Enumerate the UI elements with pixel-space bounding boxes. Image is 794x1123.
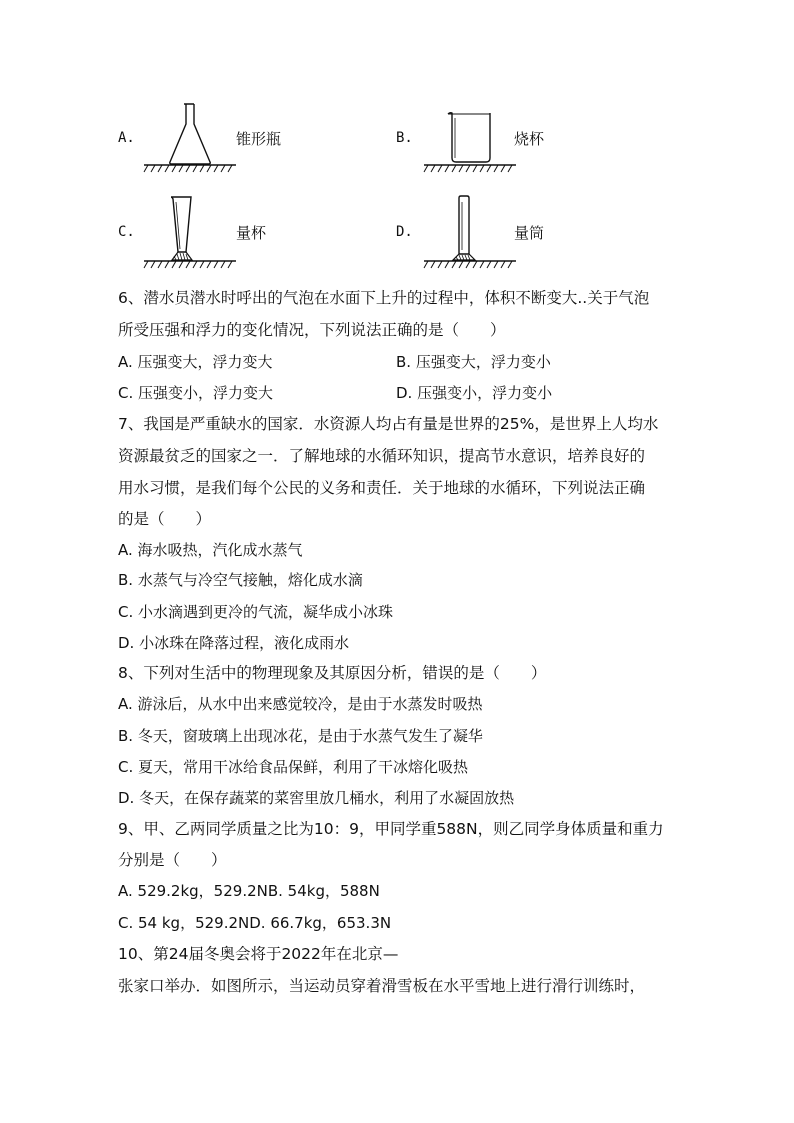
answer-option-c[interactable]: C. 压强变小，浮力变大 (118, 384, 274, 402)
question-stem-line: 用水习惯，是我们每个公民的义务和责任．关于地球的水循环，下列说法正确 (118, 479, 646, 497)
q5-figure-row-2 (0, 194, 794, 284)
q5-option-a[interactable] (118, 100, 378, 190)
q5-figure-row-1 (0, 100, 794, 190)
apparatus-label: 量杯 (236, 224, 267, 242)
question-stem-line: 8、下列对生活中的物理现象及其原因分析，错误的是（ ） (118, 664, 547, 682)
option-letter: C. (118, 224, 135, 240)
question-stem-line: 所受压强和浮力的变化情况，下列说法正确的是（ ） (118, 321, 506, 339)
answer-option-b[interactable]: B. 冬天，窗玻璃上出现冰花，是由于水蒸气发生了凝华 (118, 727, 483, 745)
question-stem-line: 资源最贫乏的国家之一．了解地球的水循环知识，提高节水意识，培养良好的 (118, 447, 646, 465)
answer-option-b[interactable]: B. 水蒸气与冷空气接触，熔化成水滴 (118, 571, 363, 589)
answer-option-c[interactable]: C. 小水滴遇到更冷的气流，凝华成小冰珠 (118, 603, 394, 621)
apparatus-label: 锥形瓶 (236, 130, 282, 148)
answer-option-d[interactable]: D. 压强变小，浮力变小 (396, 384, 553, 402)
option-letter: B. (396, 130, 413, 146)
apparatus-label: 烧杯 (514, 130, 545, 148)
question-stem-line: 的是（ ） (118, 510, 212, 528)
q5-option-d[interactable] (396, 194, 656, 284)
option-letter: A. (118, 130, 135, 146)
answer-option-a[interactable]: A. 海水吸热，汽化成水蒸气 (118, 541, 303, 559)
graduated-cylinder-icon (424, 194, 516, 272)
beaker-icon (424, 100, 516, 175)
answer-option-ab[interactable]: A. 529.2kg，529.2NB. 54kg，588N (118, 882, 380, 900)
erlenmeyer-flask-icon (144, 100, 236, 175)
question-stem-line: 张家口举办．如图所示，当运动员穿着滑雪板在水平雪地上进行滑行训练时， (118, 977, 646, 995)
question-stem-line: 7、我国是严重缺水的国家．水资源人均占有量是世界的25%，是世界上人均水 (118, 415, 659, 433)
answer-option-cd[interactable]: C. 54 kg，529.2ND. 66.7kg，653.3N (118, 914, 392, 932)
apparatus-label: 量筒 (514, 224, 545, 242)
question-stem-line: 10、第24届冬奥会将于2022年在北京— (118, 945, 399, 963)
answer-option-b[interactable]: B. 压强变大，浮力变小 (396, 353, 551, 371)
question-stem-line: 分别是（ ） (118, 851, 227, 869)
answer-option-c[interactable]: C. 夏天，常用干冰给食品保鲜，利用了干冰熔化吸热 (118, 758, 469, 776)
question-stem-line: 6、潜水员潜水时呼出的气泡在水面下上升的过程中，体积不断变大..关于气泡 (118, 289, 650, 307)
q5-option-c[interactable] (118, 194, 378, 284)
question-stem-line: 9、甲、乙两同学质量之比为10：9，甲同学重588N，则乙同学身体质量和重力 (118, 820, 664, 838)
answer-option-a[interactable]: A. 游泳后，从水中出来感觉较冷，是由于水蒸发时吸热 (118, 695, 483, 713)
measuring-cup-icon (144, 194, 236, 272)
answer-option-d[interactable]: D. 小冰珠在降落过程，液化成雨水 (118, 634, 350, 652)
q5-option-b[interactable] (396, 100, 656, 190)
answer-option-a[interactable]: A. 压强变大，浮力变大 (118, 353, 273, 371)
answer-option-d[interactable]: D. 冬天，在保存蔬菜的菜窖里放几桶水，利用了水凝固放热 (118, 789, 515, 807)
option-letter: D. (396, 224, 413, 240)
